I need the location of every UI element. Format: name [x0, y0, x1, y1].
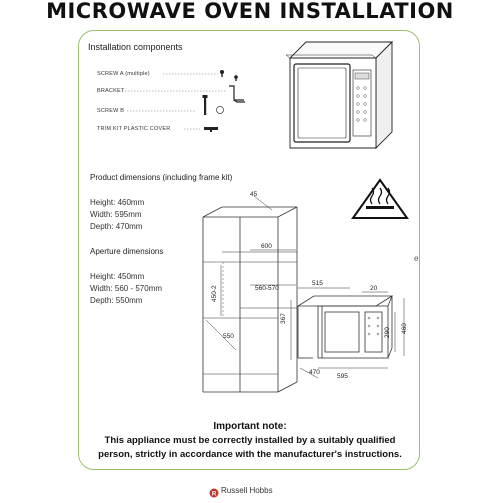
oven-dim-inner-height: 290	[384, 327, 391, 338]
oven-dim-top: 515	[312, 280, 323, 287]
product-height: Height: 460mm	[90, 198, 145, 207]
washer-icon	[217, 107, 224, 114]
page-title: MICROWAVE OVEN INSTALLATION	[46, 0, 454, 23]
component-label-bracket: BRACKET	[97, 88, 125, 94]
trim-cover-icon	[204, 127, 218, 132]
cabinet-dim-side: 367	[280, 313, 287, 324]
cabinet-dim-width: 600	[261, 243, 272, 250]
bracket-icon	[229, 86, 245, 102]
screw-b-icon	[203, 95, 208, 115]
cabinet-dim-inner-width: 560-570	[255, 285, 279, 292]
microwave-illustration	[286, 42, 392, 148]
oven-dim-width: 595	[337, 373, 348, 380]
product-width: Width: 595mm	[90, 210, 142, 219]
aperture-depth: Depth: 550mm	[90, 296, 143, 305]
components-heading: Installation components	[88, 42, 183, 52]
important-note-line-2: person, strictly in accordance with the manufacturer's instructions.	[98, 449, 402, 460]
cabinet-dim-top: 45	[250, 191, 258, 198]
aperture-width: Width: 560 - 570mm	[90, 284, 163, 293]
component-label-screw-a: SCREW A (multiple)	[97, 71, 150, 77]
oven-dim-depth: 470	[309, 369, 320, 376]
cabinet-dim-height: 450-2	[211, 285, 218, 302]
cabinet-dim-depth: 550	[223, 333, 234, 340]
oven-dimension-diagram	[298, 296, 392, 358]
component-label-screw-b: SCREW B	[97, 108, 125, 114]
product-depth: Depth: 470mm	[90, 222, 143, 231]
oven-dim-outer-height: 460	[401, 323, 408, 334]
brand-name: Russell Hobbs	[221, 486, 273, 495]
oven-dim-right: 20	[370, 285, 378, 292]
svg-text:R: R	[211, 491, 217, 498]
product-dimensions-heading: Product dimensions (including frame kit)	[90, 173, 233, 182]
aperture-dimensions-heading: Aperture dimensions	[90, 247, 164, 256]
stray-mark: e	[414, 254, 419, 263]
important-note-title: Important note:	[213, 421, 287, 432]
component-label-trim-cover: TRIM KIT PLASTIC COVER	[97, 126, 171, 132]
aperture-height: Height: 450mm	[90, 272, 145, 281]
important-note-line-1: This appliance must be correctly installed by a suitably qualified	[104, 435, 396, 446]
brand-logo-icon	[209, 485, 219, 498]
hot-surface-warning-icon	[353, 180, 407, 218]
screw-a-icon	[220, 70, 238, 81]
